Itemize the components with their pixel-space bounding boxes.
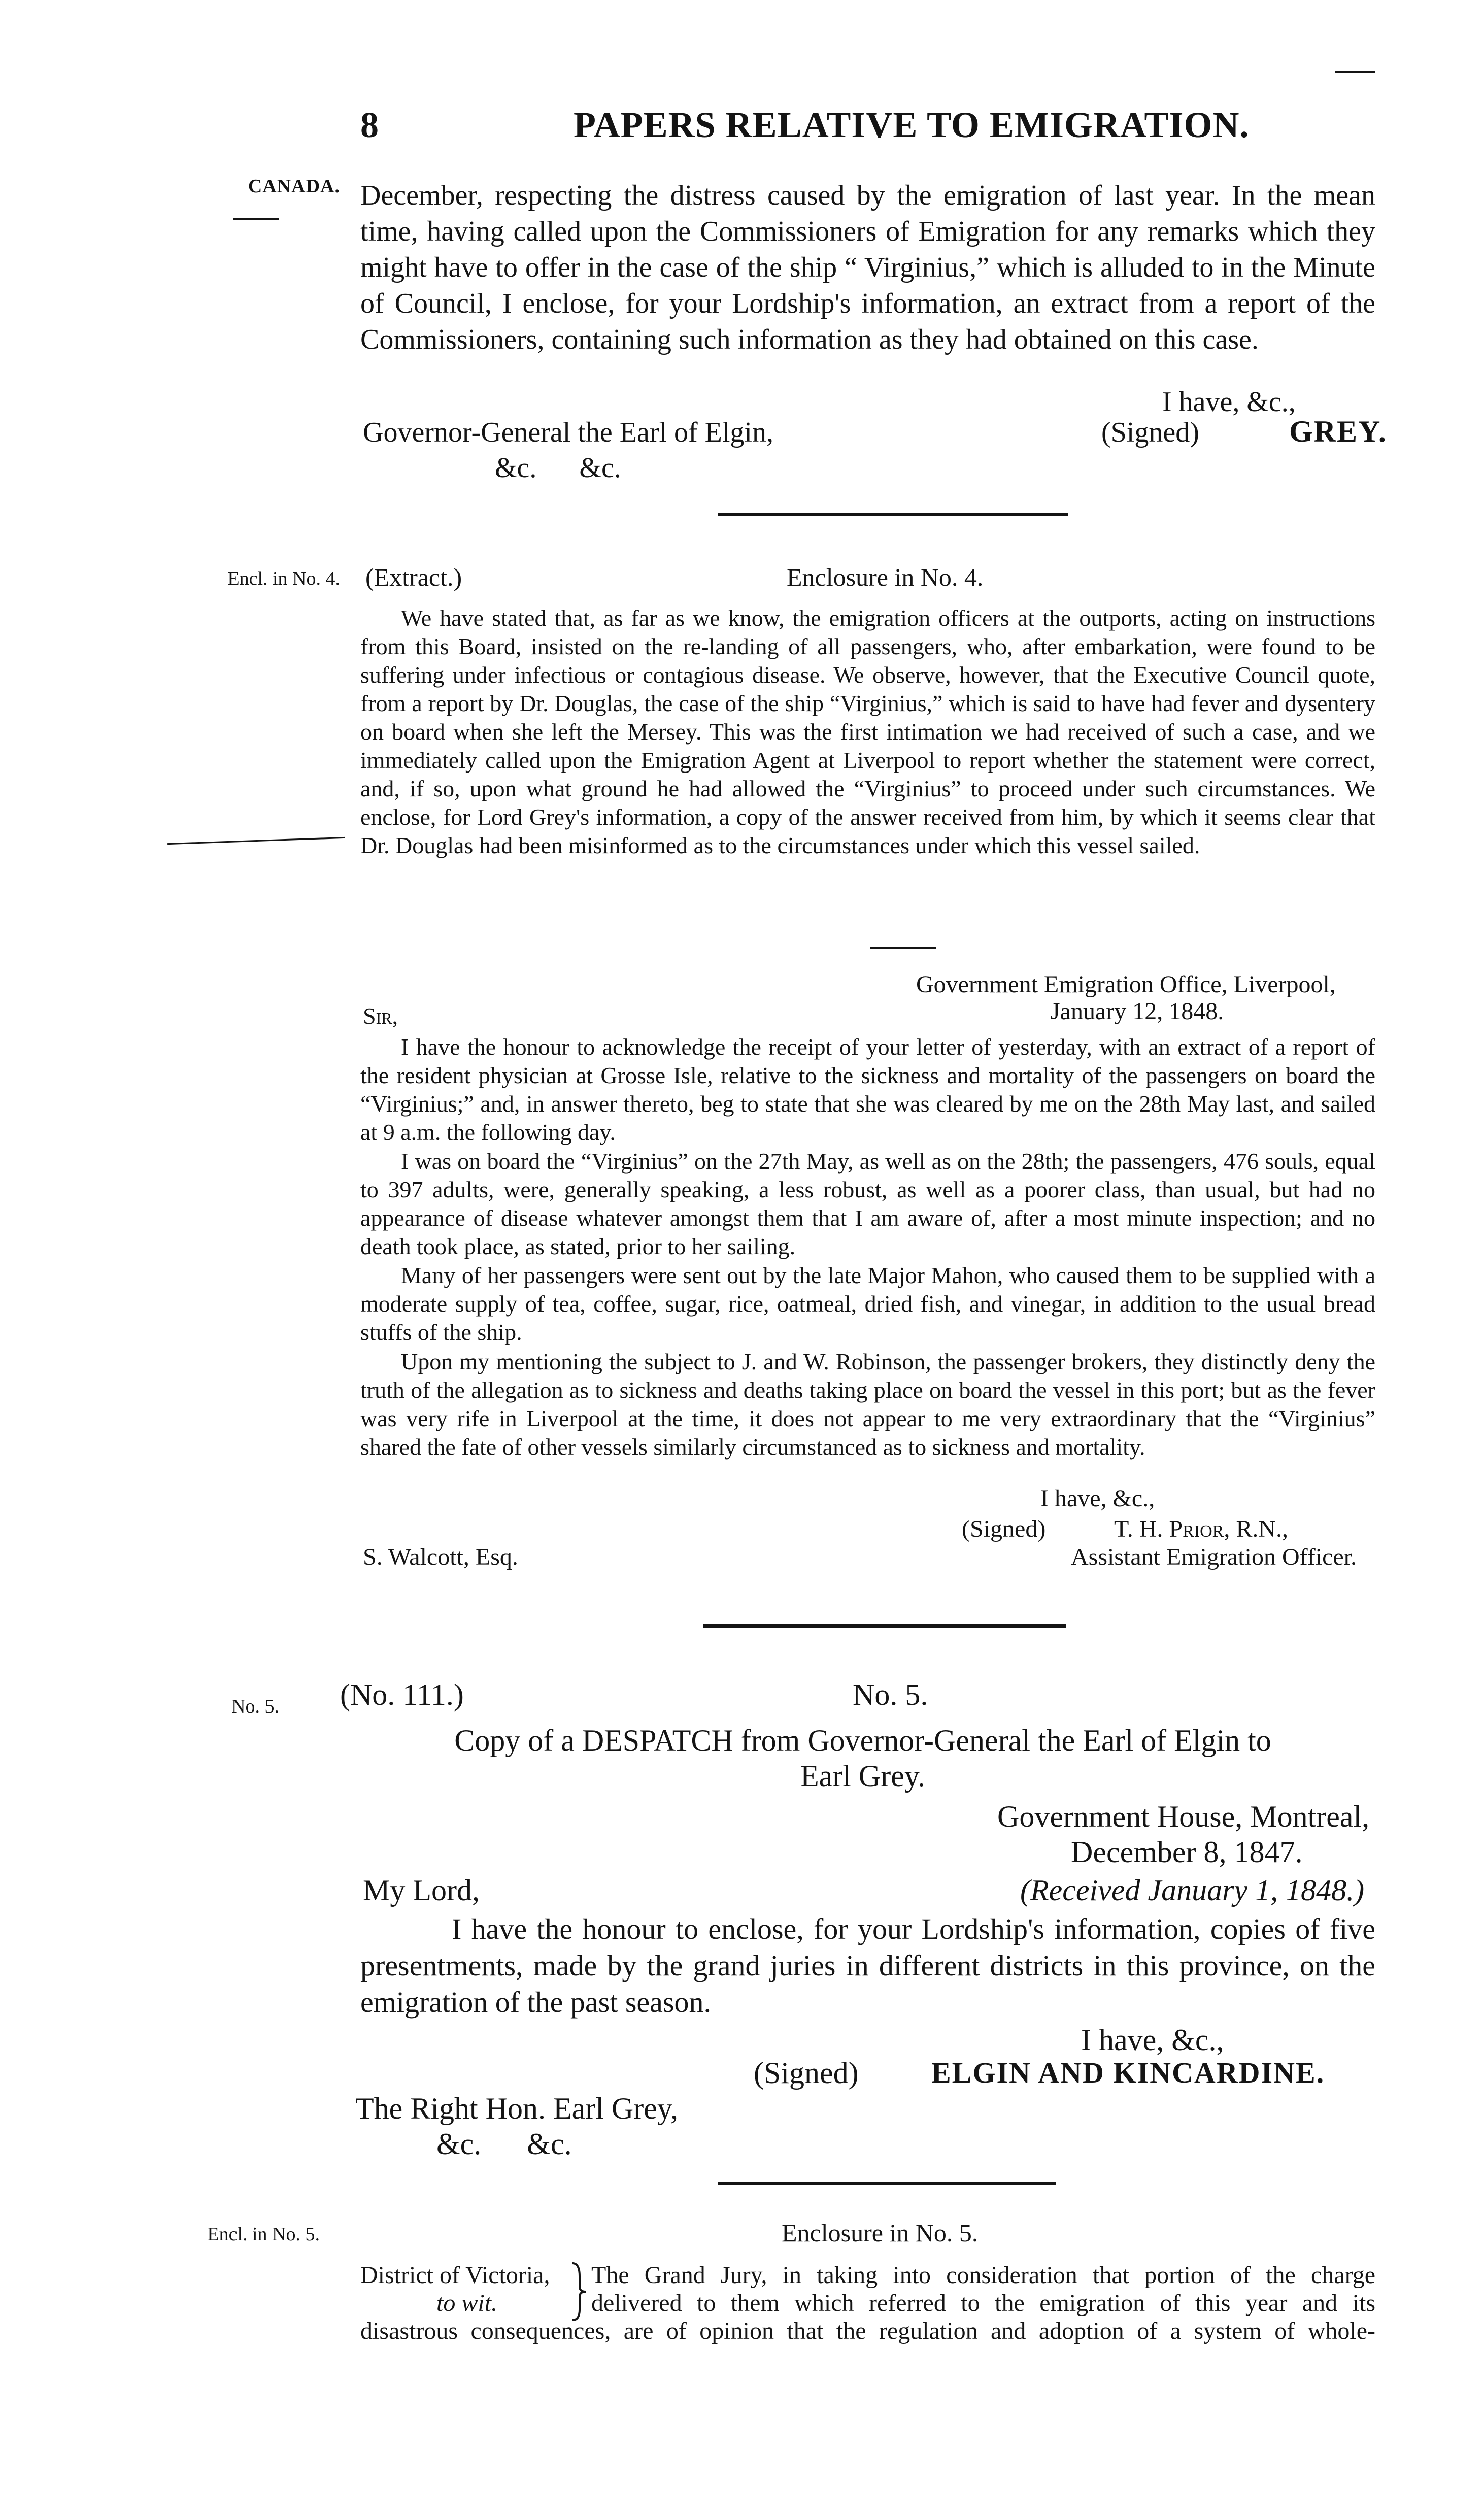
divider-1 <box>718 513 1068 516</box>
prior-addressee: S. Walcott, Esq. <box>363 1544 518 1570</box>
enclosure5-title: Enclosure in No. 5. <box>782 2219 979 2247</box>
enclosure5-brace <box>568 2261 589 2322</box>
margin-encl-5: Encl. in No. 5. <box>207 2224 320 2245</box>
enclosure5-district: District of Victoria, <box>360 2262 550 2289</box>
divider-4 <box>718 2182 1056 2185</box>
divider-2 <box>870 947 936 949</box>
enclosure4-body: We have stated that, as far as we know, the emigration officers at the outports, acting on instructions from this Board, insisted on the re-landing of all passengers, who, after embarkation, were found to be suffering under infectious or contagious disease. We observe, however, that the Executive Council quote, from a report by Dr. Douglas, the case of the ship “Virginius,” which is said to have had fever and dysentery on board when she left the Mersey. This was the first intimation we had received of such a case, and we immediately called upon the Emigration Agent at Liverpool to report whether the statement were correct, and, if so, upon what ground he had allowed the “Virginius” to proceed under such circumstances. We enclose, for Lord Grey's information, a copy of the answer received from him, by which it seems clear that Dr. Douglas had been misinformed as to the circumstances under which this vessel sailed. <box>360 605 1375 858</box>
page-number: 8 <box>360 105 379 145</box>
prior-paragraph-3: Many of her passengers were sent out by the late Major Mahon, who caused them to be supplied with a moderate supply of tea, coffee, sugar, rice, oatmeal, dried fish, and vinegar, in addition to the usual bread stuffs of the ship. <box>360 1262 1375 1345</box>
letter1-addressee: Governor-General the Earl of Elgin, <box>363 417 773 448</box>
prior-closing: I have, &c., <box>1040 1485 1155 1512</box>
despatch5-signed: (Signed) <box>754 2056 859 2090</box>
despatch5-heading-2: Earl Grey. <box>800 1759 925 1793</box>
despatch5-closing: I have, &c., <box>1081 2023 1224 2057</box>
prior-paragraph-4: Upon my mentioning the subject to J. and W. Robinson, the passenger brokers, they distinctly deny the truth of the allegation as to sickness and deaths taking place on board the vessel in this port; but as the fever was very rife in Liverpool at the time, it does not appear to me very extraordinary that the “Virginius” shared the fate of other vessels similarly circumstanced as to sickness and mortality. <box>360 1349 1375 1460</box>
despatch5-signature: ELGIN AND KINCARDINE. <box>931 2056 1325 2089</box>
prior-officer-title: Assistant Emigration Officer. <box>1071 1544 1357 1570</box>
enclosure5-body-1: The Grand Jury, in taking into consideration that portion of the charge <box>591 2262 1375 2289</box>
despatch5-salutation: My Lord, <box>363 1873 480 1907</box>
despatch5-addressee: The Right Hon. Earl Grey, <box>355 2092 678 2125</box>
letter1-signed: (Signed) <box>1101 417 1199 448</box>
prior-date: January 12, 1848. <box>1051 998 1224 1025</box>
letter1-body: December, respecting the distress caused by the emigration of last year. In the mean time, having called upon the Commissioners of Emigration for any remarks which they might have to offer in the case of the ship “ Virginius,” which is alluded to in the Minute of Council, I enclose, for your Lordship's information, an extract from a report of the Commissioners, containing such information as they had obtained on this case. <box>360 180 1375 355</box>
enclosure4-title: Enclosure in No. 4. <box>787 563 984 591</box>
prior-signed: (Signed) <box>962 1516 1046 1542</box>
despatch5-received: (Received January 1, 1848.) <box>1020 1873 1365 1907</box>
margin-canada-rule <box>233 218 279 220</box>
margin-encl-4: Encl. in No. 4. <box>227 568 340 589</box>
despatch5-etc: &c. &c. <box>436 2127 572 2161</box>
enclosure5-body-3: disastrous consequences, are of opinion that the regulation and adoption of a system of whole- <box>360 2318 1375 2344</box>
despatch5-body: I have the honour to enclose, for your Lordship's information, copies of five presentments, made by the grand juries in different districts in this province, on the emigration of the past season. <box>360 1913 1375 2019</box>
margin-canada: CANADA. <box>248 176 340 197</box>
page-corner-mark <box>1335 71 1375 73</box>
enclosure4-label: (Extract.) <box>365 563 462 591</box>
enclosure5-body-2: delivered to them which referred to the emigration of this year and its <box>591 2290 1375 2317</box>
divider-3 <box>703 1624 1066 1628</box>
prior-paragraph-1: I have the honour to acknowledge the receipt of your letter of yesterday, with an extract of a report of the resident physician at Grosse Isle, relative to the sickness and mortality of the passengers on board the “Virginius;” and, in answer thereto, beg to state that she was cleared by me on the 28th May last, and sailed at 9 a.m. the following day. <box>360 1034 1375 1145</box>
despatch5-place: Government House, Montreal, <box>997 1800 1370 1833</box>
prior-paragraph-2: I was on board the “Virginius” on the 27th May, as well as on the 28th; the passengers, 476 souls, equal to 397 adults, were, generally speaking, a less robust, as well as a poorer class, than usual, but had no appearance of disease whatever amongst them that I am aware of, after a most minute inspection; and no death took place, as stated, prior to her sailing. <box>360 1148 1375 1259</box>
enclosure5-to-wit: to wit. <box>436 2290 498 2317</box>
page-title: PAPERS RELATIVE TO EMIGRATION. <box>574 105 1250 145</box>
despatch5-ref: (No. 111.) <box>340 1678 464 1712</box>
margin-no-5: No. 5. <box>231 1696 279 1717</box>
prior-salutation: Sir, <box>363 1003 398 1029</box>
despatch5-number: No. 5. <box>853 1678 928 1712</box>
letter1-closing: I have, &c., <box>1162 386 1296 418</box>
letter1-etc: &c. &c. <box>495 452 621 484</box>
despatch5-heading-1: Copy of a DESPATCH from Governor-General the Earl of Elgin to <box>454 1724 1271 1757</box>
letter1-signature: GREY. <box>1289 415 1387 448</box>
prior-office: Government Emigration Office, Liverpool, <box>916 971 1336 998</box>
prior-signature: T. H. Prior, R.N., <box>1114 1516 1289 1542</box>
despatch5-date: December 8, 1847. <box>1071 1835 1303 1869</box>
margin-pointer-line <box>167 837 345 845</box>
